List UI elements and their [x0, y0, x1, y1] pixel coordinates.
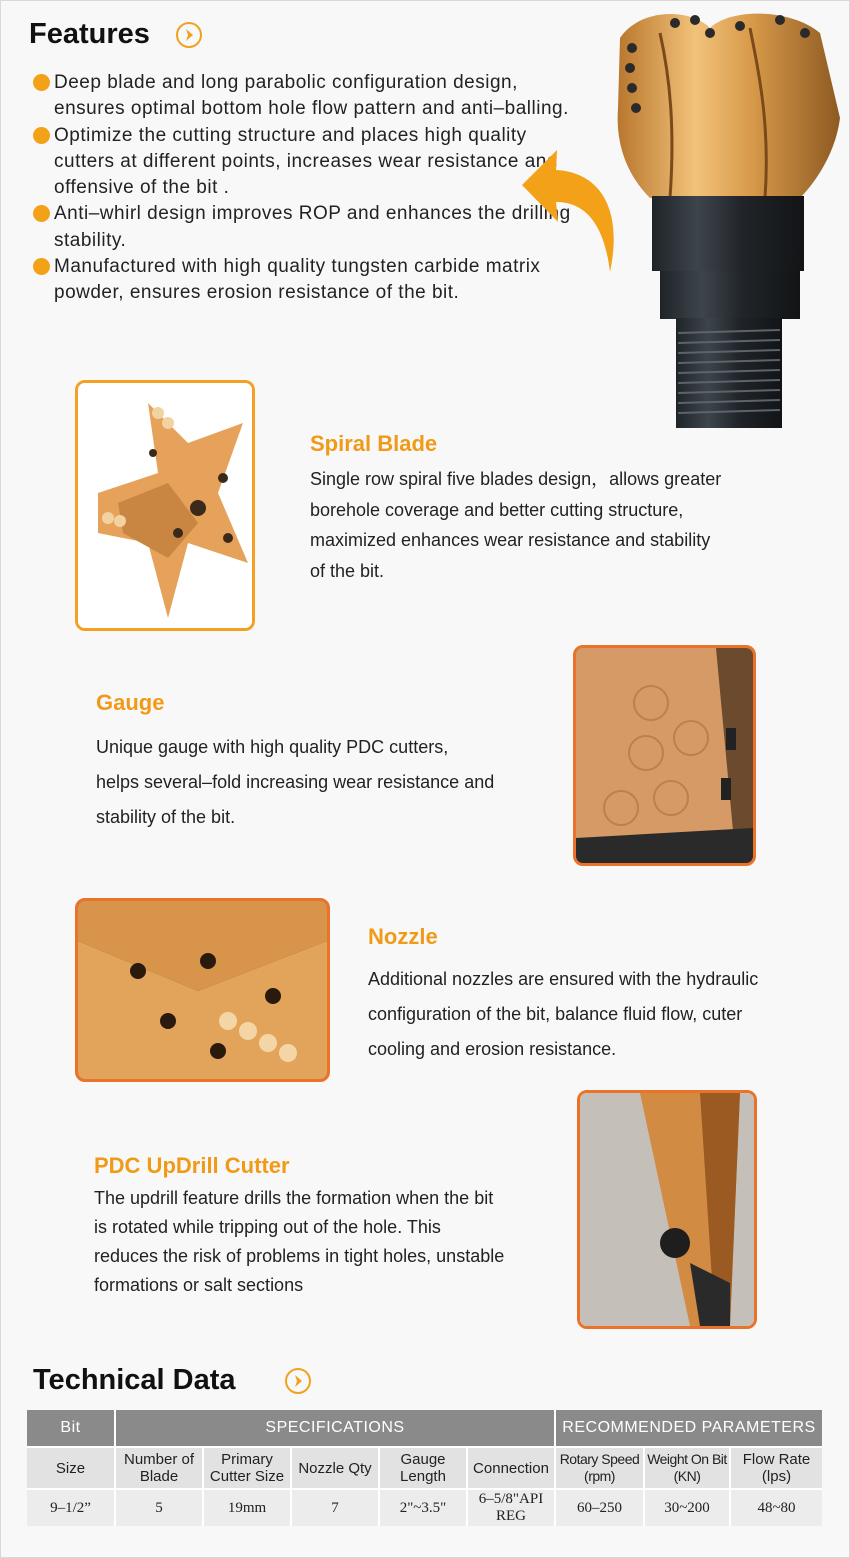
col-size: Size [27, 1447, 115, 1489]
cell-size: 9–1/2” [27, 1489, 115, 1526]
gauge-text: Unique gauge with high quality PDC cutters, helps several–fold increasing wear resistance and stability of the bit. [96, 737, 495, 827]
feature-item: Optimize the cutting structure and places high quality cutters at different points, increases wear resistance and offensive of the bit . [32, 123, 572, 202]
spiral-blade-photo [75, 380, 255, 631]
col-primary-cutter-size: Primary Cutter Size [203, 1447, 291, 1489]
col-flow-rate: Flow Rate (lps) [730, 1447, 822, 1489]
drill-bit-image [600, 8, 850, 438]
nozzle-photo [75, 898, 330, 1082]
col-number-of-blade: Number of Blade [115, 1447, 203, 1489]
spiral-blade-text: Single row spiral five blades design，allows greater borehole coverage and better cutting structure, maximized enhances wear resistance and stability of the bit. [310, 469, 722, 581]
cell-primary-cutter-size: 19mm [203, 1489, 291, 1526]
cell-number-of-blade: 5 [115, 1489, 203, 1526]
technical-data-table [27, 1410, 822, 1526]
technical-arrow-icon[interactable] [285, 1368, 311, 1394]
cell-connection: 6–5/8"API REG [467, 1489, 555, 1526]
gauge-title: Gauge [96, 690, 165, 715]
feature-item: Manufactured with high quality tungsten carbide matrix powder, ensures erosion resistance of the bit. [32, 254, 572, 307]
group-bit: Bit [27, 1410, 115, 1447]
cell-weight-on-bit: 30~200 [644, 1489, 730, 1526]
col-rotary-speed: Rotary Speed (rpm) [555, 1447, 644, 1489]
cell-gauge-length: 2"~3.5" [379, 1489, 467, 1526]
features-title: Features [29, 18, 150, 50]
col-gauge-length: Gauge Length [379, 1447, 467, 1489]
group-specifications: SPECIFICATIONS [115, 1410, 555, 1447]
col-connection: Connection [467, 1447, 555, 1489]
gauge-photo [573, 645, 756, 866]
spiral-blade-title: Spiral Blade [310, 431, 438, 456]
table-column-header [27, 1447, 822, 1489]
bullet-dot-icon [33, 74, 50, 91]
col-nozzle-qty: Nozzle Qty [291, 1447, 379, 1489]
feature-item: Anti–whirl design improves ROP and enhances the drilling stability. [32, 201, 572, 254]
table-row [27, 1489, 822, 1526]
bullet-dot-icon [33, 258, 50, 275]
cell-rotary-speed: 60–250 [555, 1489, 644, 1526]
updrill-title: PDC UpDrill Cutter [94, 1153, 290, 1178]
nozzle-text: Additional nozzles are ensured with the hydraulic configuration of the bit, balance fluid flow, cuter cooling and erosion resistance. [368, 969, 759, 1059]
updrill-text: The updrill feature drills the formation when the bit is rotated while tripping out of the hole. This reduces the risk of problems in tight holes, unstable formations or salt sections [94, 1188, 505, 1295]
features-list [32, 70, 572, 307]
nozzle-title: Nozzle [368, 924, 438, 949]
features-arrow-icon[interactable] [176, 22, 202, 48]
col-weight-on-bit: Weight On Bit (KN) [644, 1447, 730, 1489]
bullet-dot-icon [33, 127, 50, 144]
cell-nozzle-qty: 7 [291, 1489, 379, 1526]
group-recommended-parameters: RECOMMENDED PARAMETERS [555, 1410, 822, 1447]
technical-data-title: Technical Data [33, 1364, 236, 1396]
table-group-header [27, 1410, 822, 1447]
cell-flow-rate: 48~80 [730, 1489, 822, 1526]
bullet-dot-icon [33, 205, 50, 222]
feature-item: Deep blade and long parabolic configuration design, ensures optimal bottom hole flow pattern and anti–balling. [32, 70, 572, 123]
updrill-photo [577, 1090, 757, 1329]
